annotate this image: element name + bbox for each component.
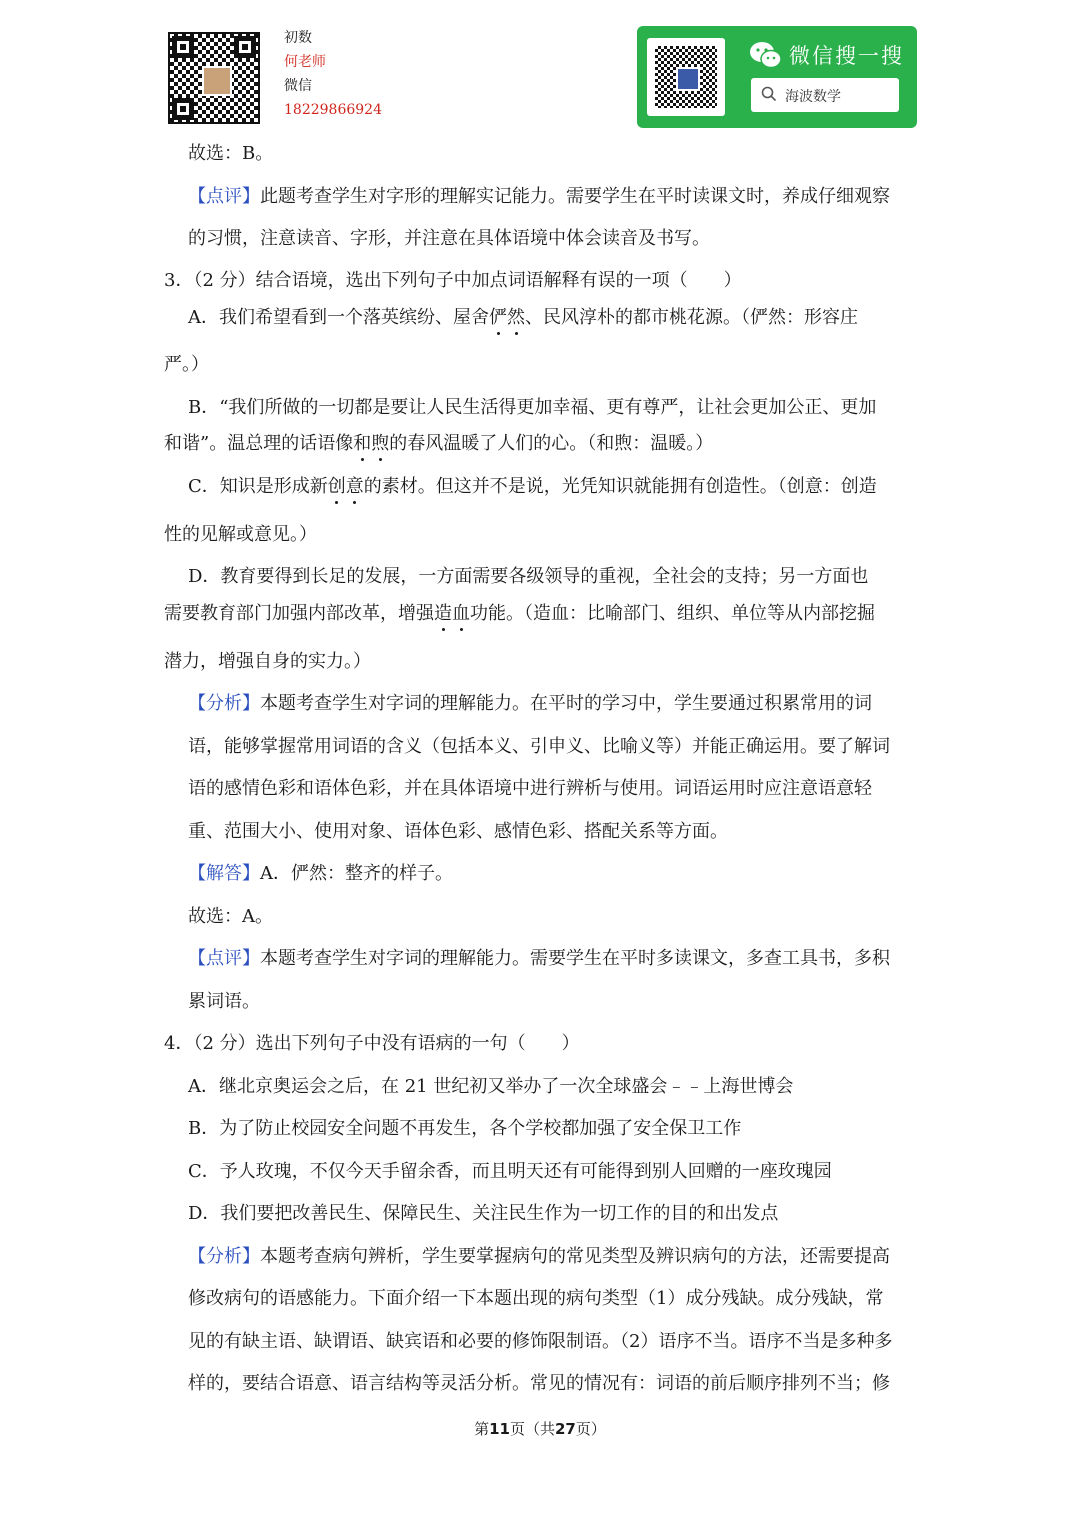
q4-analysis-line4: 样的，要结合语意、语言结构等灵活分析。常见的情况有：词语的前后顺序排列不当；修 [188, 1373, 890, 1394]
page-footer: 第11页（共27页） [474, 1420, 606, 1438]
q3-option-c-line2: 性的见解或意见。） [164, 524, 317, 545]
contact-teacher: 何老师 [284, 54, 326, 70]
contact-qr-code [168, 32, 260, 124]
q3-option-a-line1: A．我们希望看到一个落英缤纷、屋舍俨然、民风淳朴的都市桃花源。（俨然：形容庄 [188, 307, 858, 328]
wechat-search-banner[interactable] [637, 26, 917, 128]
solution-tag: 【解答】 [188, 863, 260, 884]
q3-analysis-line1: 【分析】本题考查学生对字词的理解能力。在平时的学习中，学生要通过积累常用的词 [188, 693, 872, 714]
contact-line1: 初数 [284, 30, 312, 46]
q3-analysis-line2: 语，能够掌握常用词语的含义（包括本义、引申义、比喻义等）并能正确运用。要了解词 [188, 736, 890, 757]
q4-option-d: D．我们要把改善民生、保障民生、关注民生作为一切工作的目的和出发点 [188, 1203, 779, 1224]
q2-comment-line2: 的习惯，注意读音、字形，并注意在具体语境中体会读音及书写。 [188, 228, 710, 249]
contact-info [284, 26, 382, 122]
q3-option-d-line2: 需要教育部门加强内部改革，增强造血功能。（造血：比喻部门、组织、单位等从内部挖掘 [164, 603, 875, 624]
q2-comment-line1: 【点评】此题考查学生对字形的理解实记能力。需要学生在平时读课文时，养成仔细观察 [188, 186, 890, 207]
wechat-search-box[interactable] [751, 78, 899, 112]
q3-option-d-line3: 潜力，增强自身的实力。） [164, 651, 371, 672]
comment-tag: 【点评】 [188, 186, 260, 207]
wechat-search-text: 海波数学 [785, 89, 841, 105]
analysis-tag: 【分析】 [188, 1246, 260, 1267]
q3-analysis-line3: 语的感情色彩和语体色彩，并在具体语境中进行辨析与使用。词语运用时应注意语意轻 [188, 778, 872, 799]
page-total: 27 [555, 1420, 576, 1438]
q3-answer: 故选：A。 [188, 906, 273, 927]
q3-analysis-line4: 重、范围大小、使用对象、语体色彩、感情色彩、搭配关系等方面。 [188, 821, 728, 842]
wechat-search-title: 微信搜一搜 [789, 44, 904, 68]
search-icon [761, 86, 777, 102]
q3-solution: 【解答】A．俨然：整齐的样子。 [188, 863, 453, 884]
contact-phone: 18229866924 [284, 102, 382, 118]
q3-stem: 3．（2 分）结合语境，选出下列句子中加点词语解释有误的一项（ ） [164, 270, 742, 291]
q3-option-b-line2: 和谐”。温总理的话语像和煦的春风温暖了人们的心。（和煦：温暖。） [164, 433, 714, 454]
q3-option-c-line1: C．知识是形成新创意的素材。但这并不是说，光凭知识就能拥有创造性。（创意：创造 [188, 476, 877, 497]
q4-option-c: C．予人玫瑰，不仅今天手留余香，而且明天还有可能得到别人回赠的一座玫瑰园 [188, 1161, 832, 1182]
q3-comment-line2: 累词语。 [188, 991, 260, 1012]
q4-option-a: A．继北京奥运会之后，在 21 世纪初又举办了一次全球盛会﹣﹣上海世博会 [188, 1076, 794, 1097]
q3-option-a-line2: 严。） [164, 354, 209, 375]
q4-analysis-line2: 修改病句的语感能力。下面介绍一下本题出现的病句类型（1）成分残缺。成分残缺，常 [188, 1288, 884, 1309]
q4-option-b: B．为了防止校园安全问题不再发生，各个学校都加强了安全保卫工作 [188, 1118, 742, 1139]
q3-comment-line1: 【点评】本题考查学生对字词的理解能力。需要学生在平时多读课文，多查工具书，多积 [188, 948, 890, 969]
q3-option-b-line1: B．“我们所做的一切都是要让人民生活得更加幸福、更有尊严，让社会更加公正、更加 [188, 397, 877, 418]
q2-answer: 故选：B。 [188, 143, 274, 164]
contact-line3: 微信 [284, 78, 312, 94]
q4-stem: 4．（2 分）选出下列句子中没有语病的一句（ ） [164, 1033, 580, 1054]
analysis-tag: 【分析】 [188, 693, 260, 714]
q4-analysis-line1: 【分析】本题考查病句辨析，学生要掌握病句的常见类型及辨识病句的方法，还需要提高 [188, 1246, 890, 1267]
q3-option-d-line1: D．教育要得到长足的发展，一方面需要各级领导的重视，全社会的支持；另一方面也 [188, 566, 869, 587]
page-number: 11 [489, 1420, 510, 1438]
comment-tag: 【点评】 [188, 948, 260, 969]
wechat-qr-code [647, 38, 725, 116]
q4-analysis-line3: 见的有缺主语、缺谓语、缺宾语和必要的修饰限制语。（2）语序不当。语序不当是多种多 [188, 1331, 893, 1352]
